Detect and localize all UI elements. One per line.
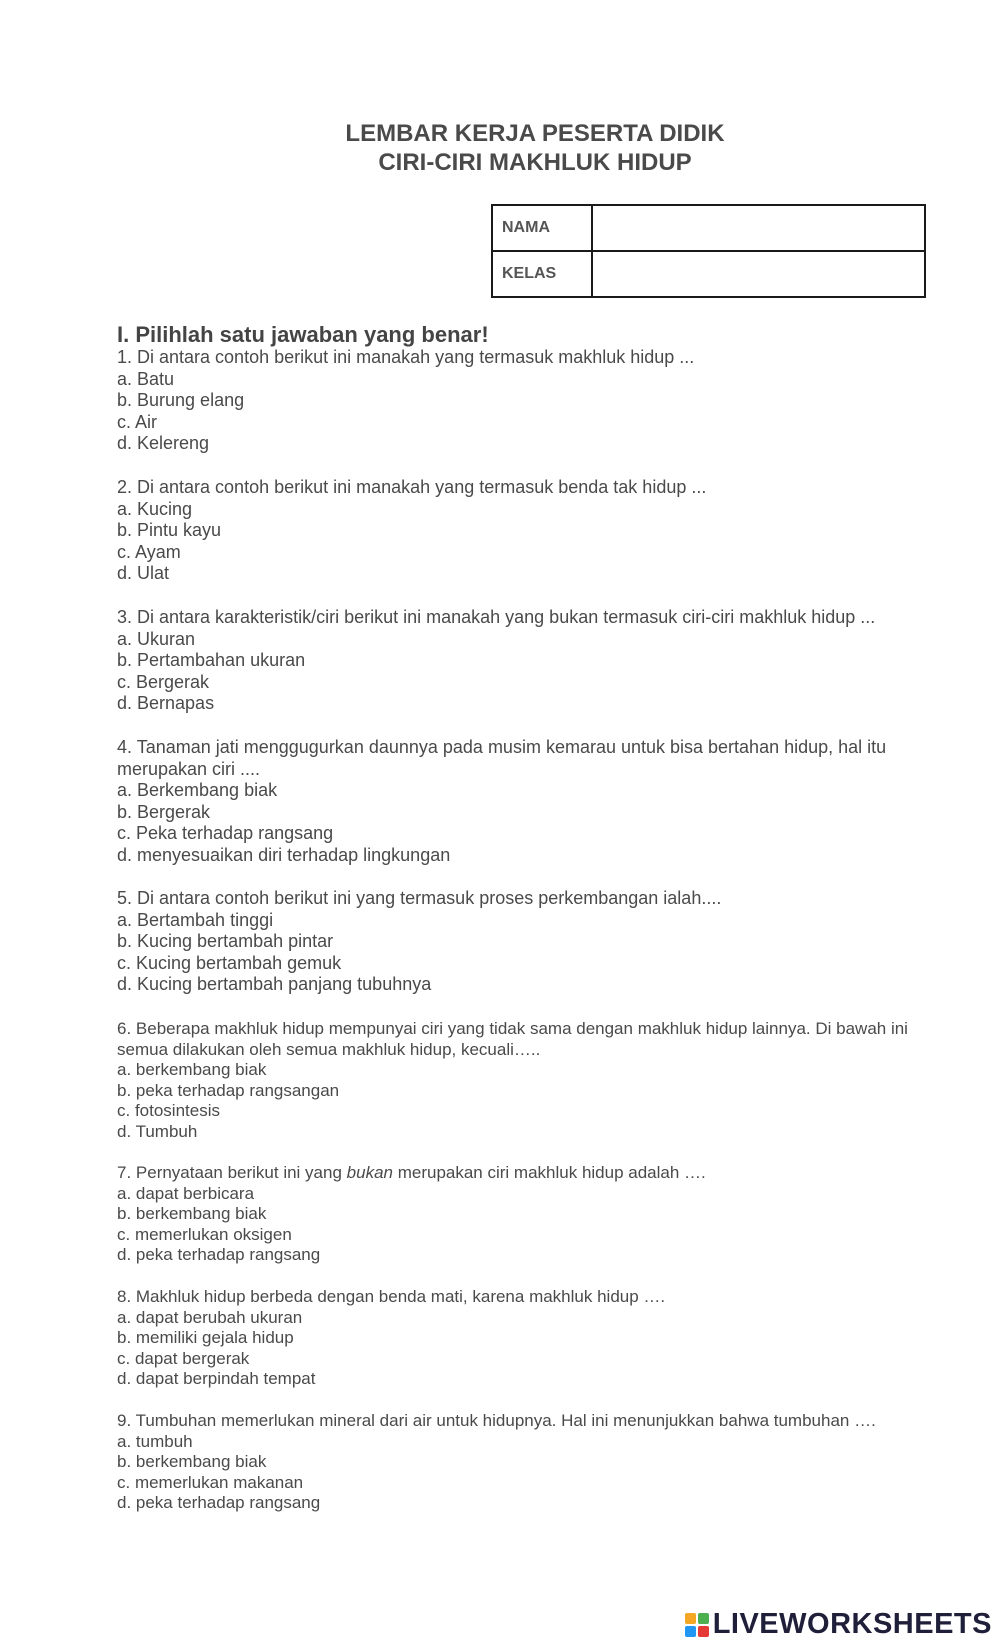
- logo-square: [698, 1626, 709, 1637]
- answer-option[interactable]: c. dapat bergerak: [117, 1348, 250, 1368]
- answer-option[interactable]: c. fotosintesis: [117, 1101, 220, 1121]
- answer-option[interactable]: d. peka terhadap rangsang: [117, 1493, 321, 1513]
- question-2: [117, 477, 937, 585]
- question-text: 9. Tumbuhan memerlukan mineral dari air untuk hidupnya. Hal ini menunjukkan bahwa tumbuhan ….: [117, 1411, 876, 1430]
- answer-option[interactable]: c. Bergerak: [117, 671, 210, 692]
- question-text: 1. Di antara contoh berikut ini manakah yang termasuk makhluk hidup ...: [117, 347, 695, 367]
- question-text: 3. Di antara karakteristik/ciri berikut ini manakah yang bukan termasuk ciri-ciri makhluk hidup ...: [117, 607, 876, 627]
- class-label: KELAS: [492, 251, 592, 297]
- question-text: 8. Makhluk hidup berbeda dengan benda mati, karena makhluk hidup ….: [117, 1287, 666, 1306]
- question-5: [117, 888, 937, 996]
- answer-option[interactable]: c. Kucing bertambah gemuk: [117, 952, 342, 973]
- logo-text: LIVEWORKSHEETS: [712, 1608, 992, 1640]
- question-text: 5. Di antara contoh berikut ini yang termasuk proses perkembangan ialah....: [117, 888, 722, 908]
- question-8: [117, 1287, 937, 1390]
- answer-option[interactable]: a. Kucing: [117, 498, 193, 519]
- logo-square: [698, 1613, 709, 1624]
- question-7: [117, 1163, 937, 1266]
- answer-option[interactable]: a. dapat berbicara: [117, 1183, 255, 1203]
- name-field[interactable]: [592, 205, 925, 251]
- answer-option[interactable]: c. memerlukan oksigen: [117, 1224, 292, 1244]
- name-label: NAMA: [492, 205, 592, 251]
- liveworksheets-logo-icon: [685, 1613, 709, 1637]
- class-field[interactable]: [592, 251, 925, 297]
- question-text: 6. Beberapa makhluk hidup mempunyai ciri yang tidak sama dengan makhluk hidup lainnya. Di bawah ini semua dilakukan oleh semua makhluk hidup, kecuali…..: [117, 1019, 908, 1059]
- answer-option[interactable]: b. peka terhadap rangsangan: [117, 1080, 340, 1100]
- logo-square: [685, 1613, 696, 1624]
- answer-option[interactable]: a. tumbuh: [117, 1431, 193, 1451]
- answer-option[interactable]: d. Kucing bertambah panjang tubuhnya: [117, 974, 432, 995]
- answer-option[interactable]: d. menyesuaikan diri terhadap lingkungan: [117, 844, 451, 865]
- answer-option[interactable]: b. Pintu kayu: [117, 520, 222, 541]
- question-6: [117, 1019, 937, 1143]
- question-9: [117, 1411, 937, 1514]
- question-text: 2. Di antara contoh berikut ini manakah yang termasuk benda tak hidup ...: [117, 477, 707, 497]
- answer-option[interactable]: d. Bernapas: [117, 693, 215, 714]
- answer-option[interactable]: c. Peka terhadap rangsang: [117, 823, 334, 844]
- question-1: [117, 347, 937, 455]
- question-3: [117, 607, 937, 715]
- question-text: 4. Tanaman jati menggugurkan daunnya pada musim kemarau untuk bisa bertahan hidup, hal itu merupakan ciri ....: [117, 737, 887, 779]
- answer-option[interactable]: a. Bertambah tinggi: [117, 909, 274, 930]
- answer-option[interactable]: b. Bergerak: [117, 801, 211, 822]
- answer-option[interactable]: b. Kucing bertambah pintar: [117, 931, 334, 952]
- question-text-end: merupakan ciri makhluk hidup adalah ….: [392, 1163, 706, 1182]
- answer-option[interactable]: d. Tumbuh: [117, 1121, 198, 1141]
- worksheet-subtitle: CIRI-CIRI MAKHLUK HIDUP: [378, 149, 692, 176]
- question-text-start: 7. Pernyataan berikut ini yang: [117, 1163, 347, 1182]
- question-text: [117, 1163, 937, 1184]
- answer-option[interactable]: b. berkembang biak: [117, 1452, 267, 1472]
- answer-option[interactable]: d. Kelereng: [117, 433, 210, 454]
- answer-option[interactable]: c. Ayam: [117, 541, 181, 562]
- answer-option[interactable]: a. berkembang biak: [117, 1060, 267, 1080]
- logo-square: [685, 1626, 696, 1637]
- answer-option[interactable]: b. berkembang biak: [117, 1204, 267, 1224]
- answer-option[interactable]: c. memerlukan makanan: [117, 1472, 304, 1492]
- liveworksheets-logo[interactable]: [685, 1608, 992, 1641]
- answer-option[interactable]: b. memiliki gejala hidup: [117, 1328, 294, 1348]
- worksheet-title: LEMBAR KERJA PESERTA DIDIK: [345, 120, 725, 147]
- answer-option[interactable]: a. Berkembang biak: [117, 780, 278, 801]
- answer-option[interactable]: d. Ulat: [117, 563, 170, 584]
- answer-option[interactable]: d. peka terhadap rangsang: [117, 1245, 321, 1265]
- answer-option[interactable]: b. Pertambahan ukuran: [117, 650, 306, 671]
- answer-option[interactable]: a. dapat berubah ukuran: [117, 1307, 303, 1327]
- answer-option[interactable]: a. Ukuran: [117, 628, 196, 649]
- section-heading: I. Pilihlah satu jawaban yang benar!: [117, 322, 489, 347]
- answer-option[interactable]: a. Batu: [117, 368, 175, 389]
- answer-option[interactable]: b. Burung elang: [117, 390, 245, 411]
- question-text-emphasis: bukan: [346, 1163, 393, 1182]
- question-4: [117, 737, 937, 867]
- answer-option[interactable]: c. Air: [117, 411, 158, 432]
- answer-option[interactable]: d. dapat berpindah tempat: [117, 1369, 316, 1389]
- student-id-table: [491, 204, 926, 298]
